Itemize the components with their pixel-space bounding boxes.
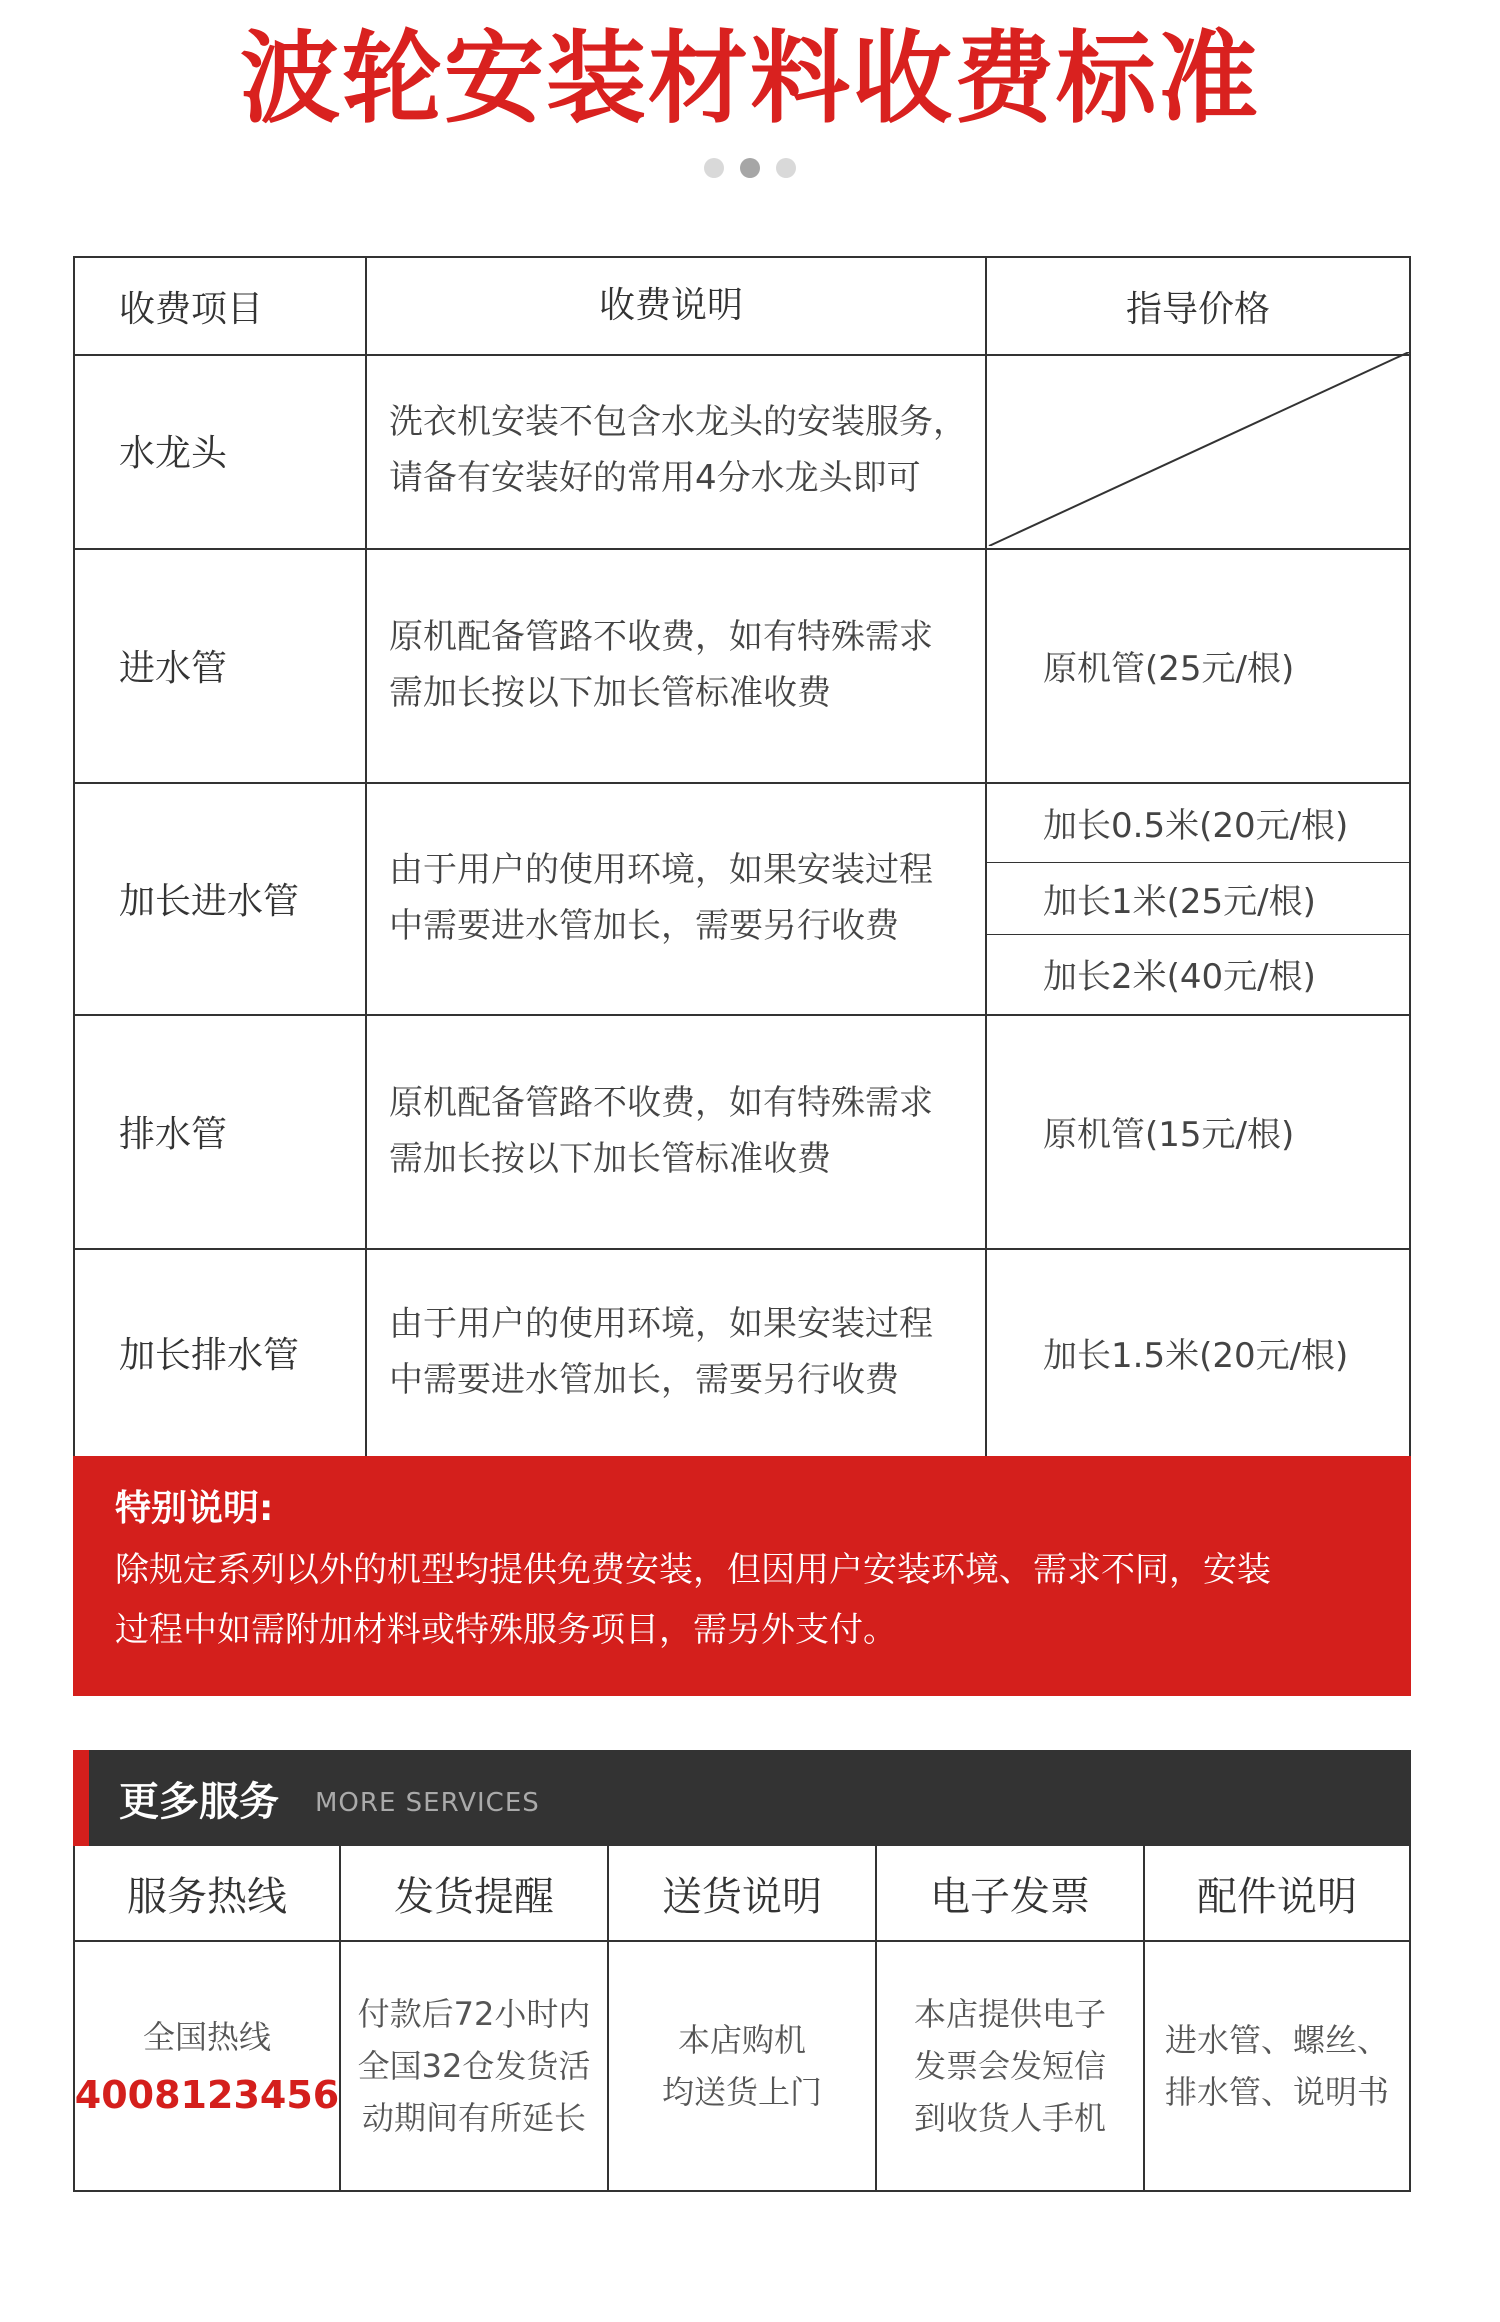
table-row (73, 352, 1411, 550)
table-row (73, 548, 1411, 784)
services-subtitle: MORE SERVICES (315, 1788, 540, 1818)
service-line: 本店购机 (677, 2021, 806, 2059)
service-hotline (73, 1846, 341, 2192)
desc-line: 中需要进水管加长，需要另行收费 (389, 1360, 899, 1400)
row-price: 原机管(25元/根) (987, 548, 1411, 782)
service-head: 配件说明 (1145, 1846, 1409, 1942)
service-e-invoice (877, 1846, 1145, 2192)
services-header (73, 1750, 1411, 1846)
row-item: 加长排水管 (73, 1248, 367, 1456)
hotline-number[interactable]: 4008123456 (74, 2073, 340, 2117)
row-item: 进水管 (73, 548, 367, 782)
service-head: 电子发票 (877, 1846, 1143, 1942)
header-item: 收费项目 (73, 258, 367, 354)
desc-line: 请备有安装好的常用4分水龙头即可 (389, 458, 921, 498)
service-head: 发货提醒 (341, 1846, 607, 1942)
service-line: 付款后72小时内 (357, 1995, 591, 2033)
note-title: 特别说明: (115, 1488, 274, 1529)
services-table (73, 1846, 1411, 2192)
row-item: 排水管 (73, 1014, 367, 1248)
row-description (367, 548, 987, 782)
desc-line: 由于用户的使用环境，如果安装过程 (389, 850, 933, 890)
desc-line: 原机配备管路不收费，如有特殊需求 (389, 617, 933, 657)
service-body (341, 1942, 607, 2190)
carousel-dot-active[interactable] (740, 158, 760, 178)
desc-line: 原机配备管路不收费，如有特殊需求 (389, 1083, 933, 1123)
row-description (367, 1014, 987, 1248)
service-body (1145, 1942, 1409, 2190)
service-line: 本店提供电子 (913, 1995, 1106, 2033)
service-body (609, 1942, 875, 2190)
service-shipping-reminder (341, 1846, 609, 2192)
table-row (73, 1014, 1411, 1250)
header-price: 指导价格 (987, 258, 1411, 354)
service-body (75, 1942, 339, 2190)
row-description (367, 782, 987, 1014)
service-delivery (609, 1846, 877, 2192)
desc-line: 由于用户的使用环境，如果安装过程 (389, 1304, 933, 1344)
desc-line: 需加长按以下加长管标准收费 (389, 1139, 831, 1179)
table-row (73, 1248, 1411, 1458)
desc-line: 需加长按以下加长管标准收费 (389, 673, 831, 713)
page-title: 波轮安装材料收费标准 (240, 20, 1260, 137)
service-line: 动期间有所延长 (361, 2099, 586, 2137)
row-price: 加长1.5米(20元/根) (987, 1248, 1411, 1456)
service-head: 送货说明 (609, 1846, 875, 1942)
service-line: 均送货上门 (661, 2073, 822, 2111)
special-note (73, 1456, 1411, 1696)
service-line: 排水管、说明书 (1164, 2073, 1389, 2111)
note-line: 过程中如需附加材料或特殊服务项目，需另外支付。 (115, 1610, 897, 1650)
diagonal-slash (987, 352, 1409, 546)
service-head: 服务热线 (75, 1846, 339, 1942)
note-body (115, 1540, 1369, 1660)
carousel-indicator[interactable] (0, 158, 1500, 182)
price-option: 加长1米(25元/根) (987, 862, 1409, 934)
service-line: 进水管、螺丝、 (1164, 2021, 1389, 2059)
table-header-row (73, 256, 1411, 356)
price-option: 加长2米(40元/根) (987, 934, 1409, 1012)
service-line: 全国32仓发货活 (357, 2047, 591, 2085)
service-line: 发票会发短信 (913, 2047, 1106, 2085)
desc-line: 中需要进水管加长，需要另行收费 (389, 906, 899, 946)
service-accessories (1145, 1846, 1411, 2192)
carousel-dot[interactable] (776, 158, 796, 178)
note-line: 除规定系列以外的机型均提供免费安装，但因用户安装环境、需求不同，安装 (115, 1550, 1271, 1590)
row-price-empty (987, 352, 1411, 548)
row-description (367, 352, 987, 548)
row-item: 水龙头 (73, 352, 367, 548)
row-description (367, 1248, 987, 1456)
services-title: 更多服务 (119, 1778, 279, 1825)
desc-line: 洗衣机安装不包含水龙头的安装服务， (389, 402, 967, 442)
carousel-dot[interactable] (704, 158, 724, 178)
row-price-group (987, 782, 1411, 1014)
service-line: 到收货人手机 (913, 2099, 1106, 2137)
service-line: 全国热线 (142, 2018, 271, 2056)
table-row (73, 782, 1411, 1016)
price-option: 加长0.5米(20元/根) (1043, 805, 1349, 846)
row-price: 原机管(15元/根) (987, 1014, 1411, 1248)
row-item: 加长进水管 (73, 782, 367, 1014)
header-description: 收费说明 (367, 258, 987, 354)
service-body (877, 1942, 1143, 2190)
